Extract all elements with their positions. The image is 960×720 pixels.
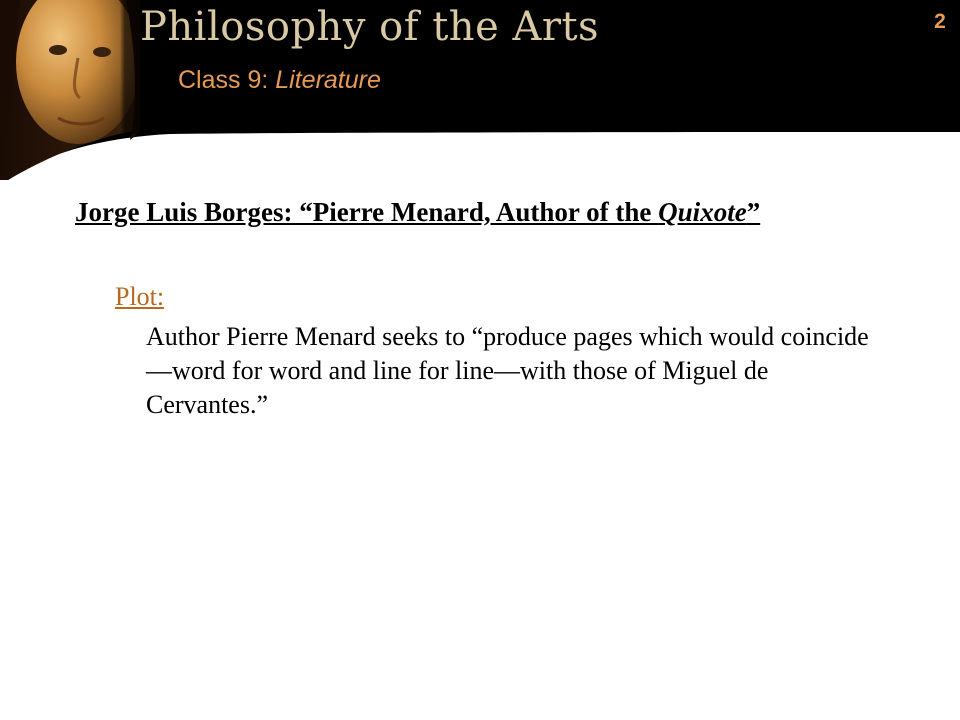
- class-topic: Literature: [275, 66, 381, 94]
- course-title: Philosophy of the Arts: [140, 4, 600, 50]
- portrait-eye-right: [93, 47, 111, 57]
- portrait-eye-left: [49, 45, 67, 55]
- header-banner: [0, 0, 960, 180]
- plot-label: Plot:: [115, 282, 165, 311]
- plot-text: Author Pierre Menard seeks to “produce pages which would coincide—word for word and line for line—with those of Miguel de Cervantes.”: [146, 322, 869, 419]
- slide-heading: [75, 193, 835, 231]
- heading-prefix: Jorge Luis Borges: “Pierre Menard, Author of the: [75, 197, 659, 227]
- class-label: Class 9:: [178, 66, 276, 94]
- heading-suffix: ”: [746, 197, 761, 227]
- class-subtitle: [178, 66, 381, 95]
- heading-work-title: Quixote: [658, 197, 747, 227]
- slide-number: 2: [934, 10, 946, 33]
